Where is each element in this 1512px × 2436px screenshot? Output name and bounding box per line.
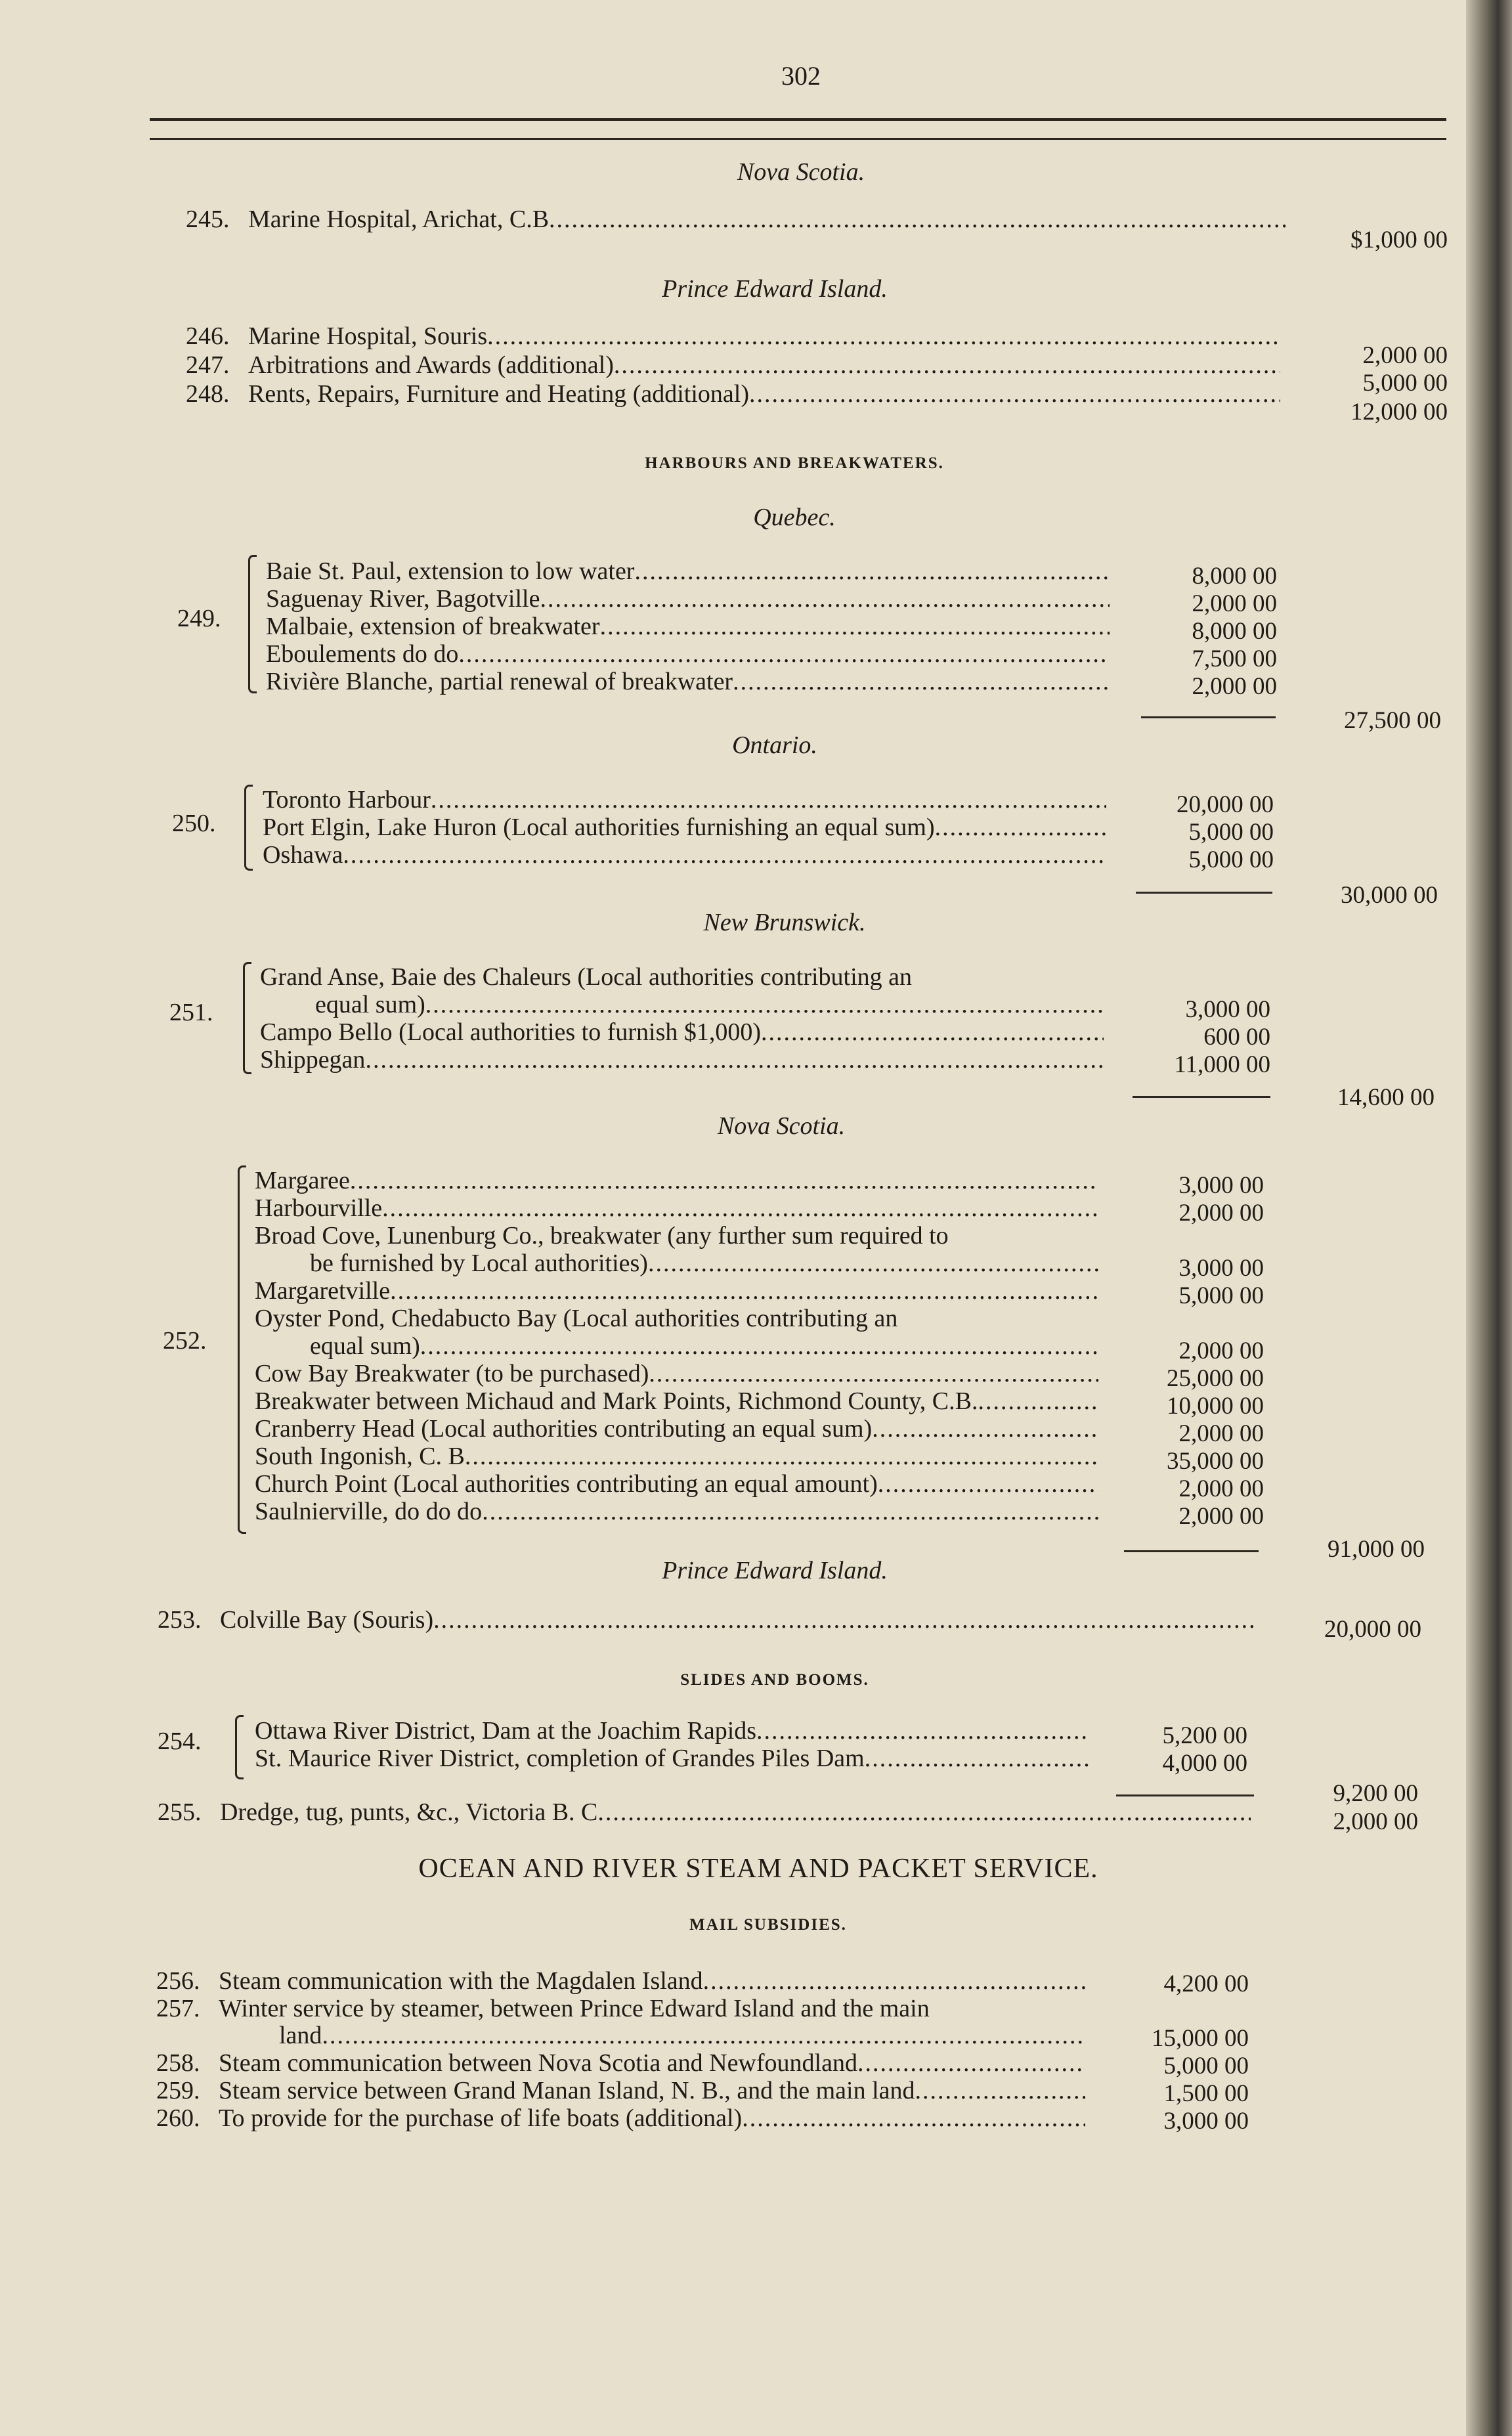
section-heading-nova-scotia: Nova Scotia. — [737, 158, 865, 186]
item-number: 247. — [186, 351, 230, 379]
item-number: 259. — [156, 2077, 200, 2104]
item-total: 5,000 00 — [1362, 370, 1448, 397]
line-amount: 8,000 00 — [1192, 618, 1277, 645]
item-number: 253. — [158, 1606, 202, 1634]
item-number-249: 249. — [177, 605, 221, 632]
line-description: Grand Anse, Baie des Chaleurs (Local authorities contributing an — [260, 963, 913, 991]
section-heading-ontario: Ontario. — [732, 731, 817, 759]
item-number-250: 250. — [172, 810, 216, 837]
item-249-total: 27,500 00 — [1344, 707, 1441, 734]
line-description: Cranberry Head (Local authorities contributing an equal sum) ..... — [255, 1414, 1098, 1442]
item-amount: 5,000 00 — [1163, 2053, 1249, 2079]
line-description: Cow Bay Breakwater (to be purchased) ..... — [255, 1359, 1098, 1387]
line-amount: 2,000 00 — [1178, 1475, 1264, 1502]
line-description: equal sum) ..... — [315, 990, 1104, 1018]
item-number: 257. — [156, 1995, 200, 2022]
line-description: Breakwater between Michaud and Mark Points, Richmond County, C.B. ..... — [255, 1387, 1098, 1414]
item-251-total: 14,600 00 — [1337, 1084, 1435, 1111]
header-rule — [150, 118, 1446, 121]
subtotal-rule — [1136, 892, 1272, 894]
section-heading-prince-edward-island-2: Prince Edward Island. — [662, 1557, 888, 1584]
item-description: Steam communication between Nova Scotia and Newfoundland ..... — [219, 2049, 1085, 2076]
header-rule-lower — [150, 138, 1446, 140]
line-amount: 2,000 00 — [1192, 673, 1277, 700]
subtotal-rule — [1141, 716, 1276, 718]
book-binding-edge — [1466, 0, 1512, 2436]
section-heading-prince-edward-island: Prince Edward Island. — [662, 275, 888, 303]
line-amount: 35,000 00 — [1167, 1448, 1264, 1475]
item-number: 255. — [158, 1798, 202, 1826]
item-description: Winter service by steamer, between Prince Edward Island and the main — [219, 1995, 930, 2022]
item-total: 12,000 00 — [1350, 399, 1448, 425]
line-amount: 5,000 00 — [1178, 1282, 1264, 1309]
item-number: 245. — [186, 206, 230, 233]
line-amount: 4,000 00 — [1162, 1750, 1247, 1777]
line-description: Rivière Blanche, partial renewal of breakwater ..... — [266, 667, 1110, 695]
section-heading-slides-booms: SLIDES AND BOOMS. — [680, 1671, 869, 1689]
line-description: Toronto Harbour ..... — [263, 785, 1106, 813]
line-amount: 5,000 00 — [1188, 819, 1274, 846]
line-description: Baie St. Paul, extension to low water ..... — [266, 557, 1110, 584]
line-amount: 3,000 00 — [1185, 996, 1270, 1023]
line-description: St. Maurice River District, completion of Grandes Piles Dam ..... — [255, 1744, 1089, 1772]
line-description: Port Elgin, Lake Huron (Local authorities furnishing an equal sum) ..... — [263, 813, 1106, 840]
subtotal-rule — [1116, 1794, 1254, 1796]
item-description: Rents, Repairs, Furniture and Heating (additional) ..... — [248, 380, 1280, 407]
line-amount: 25,000 00 — [1167, 1365, 1264, 1392]
item-number-254: 254. — [158, 1728, 202, 1755]
section-heading-mail-subsidies: MAIL SUBSIDIES. — [689, 1916, 847, 1934]
line-amount: 2,000 00 — [1178, 1200, 1264, 1227]
item-total: 2,000 00 — [1333, 1808, 1418, 1835]
item-total: 2,000 00 — [1362, 342, 1448, 369]
line-amount: 5,200 00 — [1162, 1722, 1247, 1749]
item-total: 20,000 00 — [1324, 1616, 1421, 1643]
line-description: South Ingonish, C. B ..... — [255, 1442, 1098, 1469]
line-description: Margaree ..... — [255, 1166, 1098, 1194]
line-amount: 3,000 00 — [1178, 1172, 1264, 1199]
item-description: Colville Bay (Souris) ..... — [220, 1605, 1257, 1633]
item-number-251: 251. — [169, 999, 213, 1026]
item-250-brace — [244, 785, 253, 871]
line-description: Harbourville ..... — [255, 1194, 1098, 1221]
section-heading-new-brunswick: New Brunswick. — [703, 909, 866, 936]
line-amount: 2,000 00 — [1178, 1503, 1264, 1530]
item-number: 256. — [156, 1967, 200, 1995]
item-250-total: 30,000 00 — [1341, 882, 1438, 909]
item-description: Arbitrations and Awards (additional) ..... — [248, 351, 1280, 378]
section-heading-ocean-river-steam: OCEAN AND RIVER STEAM AND PACKET SERVICE. — [418, 1854, 1098, 1884]
item-description: Marine Hospital, Arichat, C.B ..... — [248, 205, 1285, 232]
item-amount: 1,500 00 — [1163, 2080, 1249, 2107]
section-heading-quebec: Quebec. — [753, 504, 836, 531]
line-description: Oshawa ..... — [263, 840, 1106, 868]
item-description: Dredge, tug, punts, &c., Victoria B. C ..... — [220, 1798, 1251, 1825]
item-amount: 4,200 00 — [1163, 1970, 1249, 1997]
line-description: Eboulements do do ..... — [266, 640, 1110, 667]
item-number: 248. — [186, 380, 230, 408]
line-description: Shippegan ..... — [260, 1045, 1104, 1073]
line-description: Campo Bello (Local authorities to furnish $1,000) ..... — [260, 1018, 1104, 1045]
subtotal-rule — [1133, 1096, 1270, 1098]
line-description: Broad Cove, Lunenburg Co., breakwater (any further sum required to — [255, 1222, 949, 1250]
line-amount: 20,000 00 — [1177, 791, 1274, 818]
item-description: To provide for the purchase of life boats (additional) ..... — [219, 2104, 1085, 2131]
section-heading-harbours-breakwaters: HARBOURS AND BREAKWATERS. — [645, 454, 944, 472]
line-description: equal sum) ..... — [310, 1332, 1098, 1359]
item-254-total: 9,200 00 — [1333, 1780, 1418, 1807]
line-amount: 2,000 00 — [1178, 1338, 1264, 1364]
line-amount: 2,000 00 — [1178, 1420, 1264, 1447]
line-amount: 3,000 00 — [1178, 1255, 1264, 1282]
item-total: $1,000 00 — [1350, 227, 1448, 253]
item-number: 246. — [186, 322, 230, 350]
line-description: Saguenay River, Bagotville ..... — [266, 584, 1110, 612]
item-number: 258. — [156, 2049, 200, 2077]
line-description: be furnished by Local authorities) ..... — [310, 1249, 1098, 1276]
item-number-252: 252. — [163, 1327, 207, 1355]
item-description: Marine Hospital, Souris ..... — [248, 322, 1280, 349]
line-amount: 8,000 00 — [1192, 563, 1277, 590]
line-description: Malbaie, extension of breakwater ..... — [266, 612, 1110, 640]
page-number: 302 — [781, 61, 821, 91]
line-amount: 7,500 00 — [1192, 645, 1277, 672]
line-description: Ottawa River District, Dam at the Joachim Rapids ..... — [255, 1716, 1089, 1744]
line-description: Saulnierville, do do do ..... — [255, 1497, 1098, 1525]
item-description-continued: land ..... — [279, 2021, 1085, 2049]
item-252-brace — [238, 1165, 246, 1534]
item-description: Steam service between Grand Manan Island, N. B., and the main land ..... — [219, 2076, 1085, 2104]
item-description: Steam communication with the Magdalen Island ..... — [219, 1967, 1085, 1994]
section-heading-nova-scotia-2: Nova Scotia. — [717, 1112, 846, 1140]
item-254-brace — [235, 1715, 244, 1779]
item-252-total: 91,000 00 — [1328, 1536, 1425, 1563]
item-amount: 3,000 00 — [1163, 2108, 1249, 2135]
line-amount: 2,000 00 — [1192, 590, 1277, 617]
item-249-brace — [248, 555, 257, 693]
item-number: 260. — [156, 2104, 200, 2132]
line-amount: 5,000 00 — [1188, 846, 1274, 873]
subtotal-rule — [1124, 1550, 1259, 1552]
line-amount: 10,000 00 — [1167, 1393, 1264, 1420]
item-251-brace — [243, 962, 251, 1074]
line-description: Church Point (Local authorities contributing an equal amount) ..... — [255, 1469, 1098, 1497]
line-amount: 11,000 00 — [1174, 1051, 1270, 1078]
item-amount: 15,000 00 — [1152, 2025, 1249, 2052]
line-amount: 600 00 — [1203, 1024, 1270, 1051]
line-description: Oyster Pond, Chedabucto Bay (Local authorities contributing an — [255, 1305, 898, 1332]
line-description: Margaretville ..... — [255, 1276, 1098, 1304]
